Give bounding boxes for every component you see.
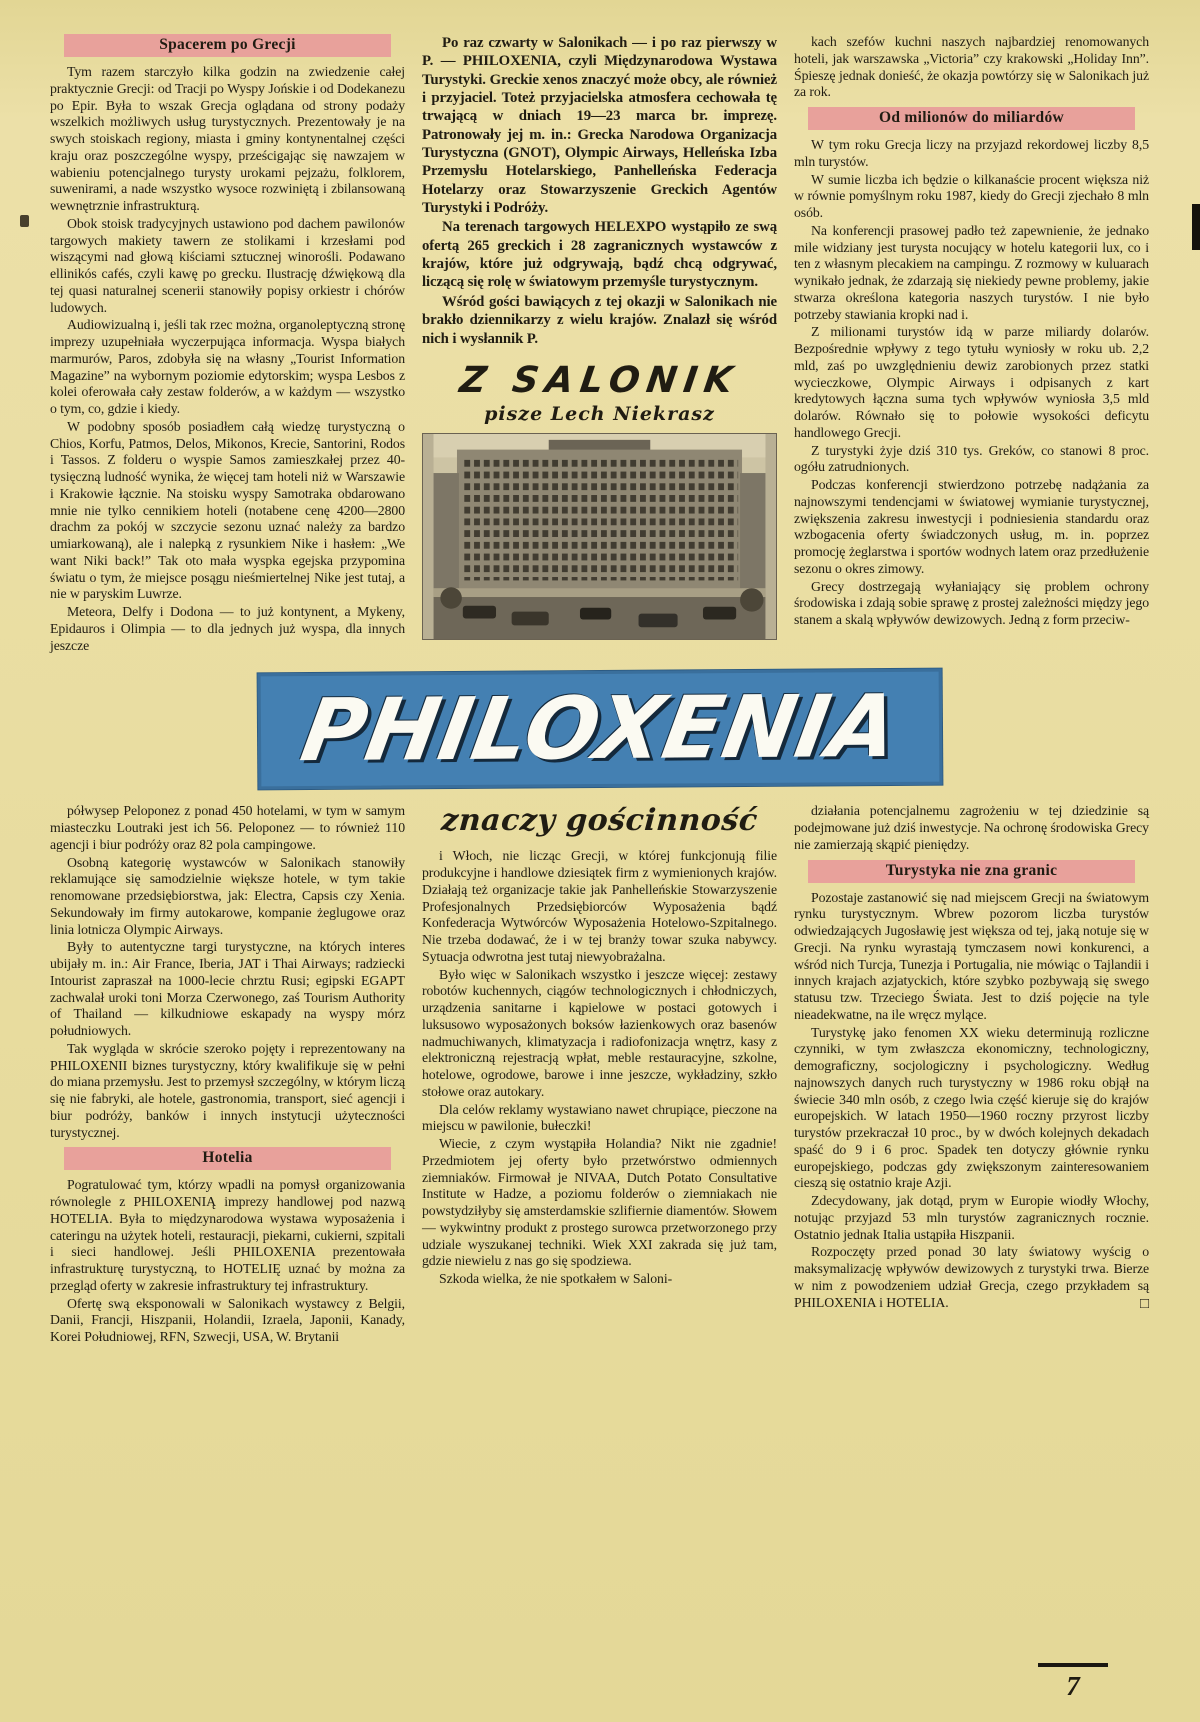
section-heading-hotelia: Hotelia: [64, 1147, 391, 1170]
column-middle-bottom: [422, 803, 777, 1347]
paragraph: Pogratulować tym, którzy wpadli na pomysł organizowania równolegle z PHILOXENIĄ imprezy handlowej pod nazwą HOTELIA. Była to międzynarodowa wystawa wyposażenia i cateringu na użytek hoteli, restauracji, piekarni, cukierni, szpitali i sieci handlowej. Jeśli PHILOXENIA prezentowała infrastrukturę turystyczną, to HOTELIĘ uznać by można za przegląd oferty w zakresie infrastruktury tej infrastruktury.: [50, 1177, 405, 1293]
paragraph-last: [794, 1244, 1149, 1311]
paragraph: Dla celów reklamy wystawiano nawet chrupiące, pieczone na miejscu w pawilonie, bułeczki!: [422, 1101, 777, 1134]
philoxenia-logo-text: PHILOXENIA: [294, 677, 906, 782]
section-heading-turystyka: Turystyka nie zna granic: [808, 860, 1135, 883]
paragraph: Z turystyki żyje dziś 310 tys. Greków, co stanowi 8 proc. ogółu zatrudnionych.: [794, 442, 1149, 475]
column-right-bottom: [794, 803, 1149, 1347]
paragraph: Osobną kategorię wystawców w Salonikach stanowiły reklamujące się samodzielnie większe hotele, w tym takie renomowane przedsiębiorstwa, jak: Electra, Capsis czy Xenia. Sekundowały im firmy autokarowe, kompanie żeglugowe oraz linia lotnicza Olympic Airways.: [50, 854, 405, 937]
lead-paragraph: Po raz czwarty w Salonikach — i po raz pierwszy w P. — PHILOXENIA, czyli Międzynarodowa Wystawa Turystyki. Greckie xenos znaczyć może obcy, ale również i przyjaciel. Toteż przyjacielska atmosfera cechowała tę trwającą w dniach 19—23 marca br. imprezę. Patronowały jej m. in.: Grecka Narodowa Organizacja Turystyczna (GNOT), Olympic Airways, Helleńska Izba Przemysłu Hotelarskiego, Panhelleńska Federacja Hotelarzy oraz Stowarzyszenie Greckich Agentów Turystyki i Podróży.: [422, 35, 777, 217]
lead-paragraph: Wśród gości bawiących z tej okazji w Salonikach nie brakło dziennikarzy z wielu krajów. Znalazł się wśród nich i wysłannik P.: [422, 293, 777, 347]
paragraph: Były to autentyczne targi turystyczne, na których interes ubijały m. in.: Air France, Iberia, JAT i Thai Airways; radziecki Intourist zapraszał na 1000-lecie chrztu Rusi; egipski EGAPT zachwalał uroki toni Morza Czerwonego, zaś Tourism Authority of Thailand — kilkudniowe eskapady na wyspy mórz południowych.: [50, 939, 405, 1038]
paragraph-continuation: kach szefów kuchni naszych najbardziej renomowanych hoteli, jak warszawska „Victoria” czy krakowski „Holiday Inn”. Śpieszę jednak donieść, że okazja powtórzy się w Salonikach już za rok.: [794, 34, 1149, 100]
paragraph: Pozostaje zastanowić się nad miejscem Grecji na światowym rynku turystycznym. Wbrew pozorom liczba turystów odwiedzających Jugosławię jest większa od tej, jaką notuje się w Grecji. Na rynku wyrastają tymczasem nowi konkurenci, a wśród nich Turcja, Tunezja i Portugalia, nie mówiąc o Tajlandii i innych krajach azjatyckich, które szybko pozbywają się swego statusu tzw. Trzeciego Świata. Jest to dziś pojęcie na tyle nieadekwatne, na ile wręcz mylące.: [794, 889, 1149, 1022]
column-middle-top: [422, 34, 777, 655]
hotel-photo-illustration: [423, 434, 776, 639]
paragraph: W podobny sposób posiadłem całą wiedzę turystyczną o Chios, Korfu, Patmos, Delos, Mikonos, Krecie, Santorini, Rodos i Tassos. Z folderu o wyspie Samos zamieszkałej przez 40-tysięczną ludność wynika, że więcej tam hoteli niż w Warszawie i Krakowie łącznie. Na stoisku wyspy Samotraka obdarowano mnie nie tylko cennikiem hoteli (notabene cenę 4200—2800 drachm za pokój w szczycie sezonu uznać należy za bardzo umiarkowaną), ale i nalepką z rysunkiem Nike i hasłem: „We want Niki back!” Tak oto mała wyspka egejska przypomina światu o tym, że miejsce posągu nieśmiertelnej Nike jest tutaj, a nie w paryskim Luwrze.: [50, 418, 405, 602]
paragraph: Ofertę swą eksponowali w Salonikach wystawcy z Belgii, Danii, Francji, Hiszpanii, Holandii, Izraela, Japonii, Kanady, Korei Południowej, RFN, Szwecji, USA, W. Brytanii: [50, 1295, 405, 1344]
ink-spot: [20, 215, 29, 227]
paragraph: Wiecie, z czym wystąpiła Holandia? Nikt nie zgadnie! Przedmiotem jej oferty było przetwórstwo odmiennych ziemniaków. Firmował je NIVAA, Dutch Potato Consultative Institute w Hadze, a poziomu folderów o ziemniakach nie powstydziłyby się amsterdamskie szlifiernie diamentów. Słowem — wykwintny produkt z prostego surowca przetworzonego przy udziale wyszukanej techniki. Wiek XXI zakrada się już tam, gdzie niewielu z nas go się spodziewa.: [422, 1136, 777, 1269]
byline: pisze Lech Niekrasz: [484, 402, 715, 425]
paragraph-continuation: działania potencjalnemu zagrożeniu w tej dziedzinie są podejmowane już dziś inwestycje. Na ochronę środowiska Grecy nie zamierzają skąpić pieniędzy.: [794, 803, 1149, 852]
paragraph: Podczas konferencji stwierdzono potrzebę nadążania za najnowszymi tendencjami w światowej wymianie turystycznej, zwiększenia zakresu inwestycji i podniesienia standardu oraz wzbogacenia oferty świadczonych usług, m. in. poprzez promocję żeglarstwa i sportów wodnych latem oraz przedłużenie sezonu o okres zimowy.: [794, 477, 1149, 576]
top-section: [0, 34, 1200, 655]
paragraph-continuation: i Włoch, nie licząc Grecji, w której funkcjonują filie produkcyjne i handlowe dziesiątek firm z wymienionych krajów. Działają też organizacje takie jak Panhelleńskie Stowarzyszenie Profesjonalnych Przedsiębiorców Wyposażenia bądź Konfederacja Wytwórców Wyposażenia Hotelowo-Szpitalnego. Nie trzeba dodawać, że i w tej branży towar szuka nabywcy. Sytuacja odwrotna jest tutaj niewyobrażalna.: [422, 848, 777, 964]
lead-paragraph: Na terenach targowych HELEXPO wystąpiło ze swą ofertą 265 greckich i 28 zagranicznych wystawców z krajów, które już odgrywają, bądź chcą odgrywać, liczącą się rolę w światowym przemyśle turystycznym.: [422, 219, 777, 291]
end-of-article-mark: □: [1140, 1295, 1149, 1312]
paragraph: Meteora, Delfy i Dodona — to już kontynent, a Mykeny, Epidauros i Olimpia — to dla jednych już wyspa, dla innych jeszcze: [50, 604, 405, 653]
feature-title-block: [422, 360, 777, 425]
paragraph: Turystykę jako fenomen XX wieku determinują rozliczne czynniki, w tym zwłaszcza ekonomiczny, technologiczny, demograficzny, socjologiczny i psychologiczny. Według najnowszych danych ruch turystyczny w 1986 roku objął na świecie 340 mln osób, z czego lwia część kieruje się do krajów europejskich. W latach 1950—1960 roczny przyrost liczby turystów przekraczał 10 proc., by w dwóch kolejnych dekadach spaść do 9 i 6 proc. Spadek ten dotyczy głównie rynku europejskiego, podczas gdy zwiększonym zainteresowaniem cieszą się ostatnio kraje Azji.: [794, 1024, 1149, 1191]
feature-title: Z SALONIK: [457, 359, 742, 401]
paragraph: Było więc w Salonikach wszystko i jeszcze więcej: zestawy robotów kuchennych, ciągów technologicznych i chłodniczych, urządzenia sanitarne i kąpielowe w postaci gotowych i luksusowo wyposażonych boksów łazienkowych oraz basenów nadmuchiwanych, klimatyzacja i radiofonizacja wnętrz, kasy z elektroniczną rejestracją wpłat, meble restauracyjne, szkolne, hotelowe, ogrodowe, barowe i inne jeszcze, wykładziny, szkło stołowe oraz autokary.: [422, 966, 777, 1099]
paragraph: Na konferencji prasowej padło też zapewnienie, że jednako mile widziany jest turysta nocujący w hotelu kategorii lux, co i ten z własnym plecakiem na campingu. Z rozmowy w kuluarach wynikało jednak, że zdarzają się niekiedy pewne problemy, jakie stwarza określona kategoria naszych turystów. I nie było potrzeby stawiania kropki nad i.: [794, 222, 1149, 322]
paragraph: Szkoda wielka, że nie spotkałem w Saloni-: [439, 1271, 673, 1286]
philoxenia-logo-banner: [258, 669, 943, 790]
paragraph: W sumie liczba ich będzie o kilkanaście procent większa niż w równie pomyślnym roku 1987, kiedy do Grecji zjechało 8 mln osób.: [794, 171, 1149, 220]
paragraph: Grecy dostrzegają wyłaniający się problem ochrony środowiska i zdają sobie sprawę z prostej zależności między jego stanem a skalą wpływów dewizowych. Jedną z form przeciw-: [794, 578, 1149, 627]
banner-subtitle: znaczy gościnność: [440, 803, 759, 839]
page-number: 7: [1066, 1671, 1080, 1701]
page-footer: [1038, 1663, 1108, 1702]
section-heading-spacerem: Spacerem po Grecji: [64, 34, 391, 57]
paragraph: Tak wygląda w skrócie szeroko pojęty i reprezentowany na PHILOXENII biznes turystyczny, który kwalifikuje się w pełni do miana przemysłu. Jest to przemysł szczególny, w którym liczą się nie fabryki, ale hotele, gastronomia, transport, sieć agencji i biur podróży, banków i innych instytucji użyteczności turystycznej.: [50, 1040, 405, 1140]
edge-registration-mark: [1192, 204, 1200, 250]
paragraph: Obok stoisk tradycyjnych ustawiono pod dachem pawilonów targowych makiety tawern ze stolikami i krzesłami pod wiszącymi nad głową kiściami sztucznej winorośli. Podawano ellinikós cafés, czyli kawę po grecku. Ilustrację dźwiękową dla tej quasi naturalnej scenerii stanowiły popisy orkiestr i chórów ludowych.: [50, 215, 405, 315]
paragraph: Audiowizualną i, jeśli tak rzec można, organoleptyczną stronę imprezy uzupełniała wyczerpująca informacja. Wyspa białych marmurów, Paros, zdobyła się na własny „Tourist Information Magazine” na wybornym poziomie edytorskim; wyspa Lesbos z kolei oferowała cały zestaw folderów, a w każdym — wszystko o tym, co, gdzie i kiedy.: [50, 317, 405, 416]
section-heading-miliardy: Od milionów do miliardów: [808, 107, 1135, 130]
footer-rule: [1038, 1663, 1108, 1667]
paragraph: Zdecydowany, jak dotąd, prym w Europie wiodły Włochy, notując przyjazd 53 mln turystów zagranicznych rocznie. Ostatnio jednak Italia ustąpiła Hiszpanii.: [794, 1193, 1149, 1242]
paragraph: W tym roku Grecja liczy na przyjazd rekordowej liczby 8,5 mln turystów.: [794, 137, 1149, 169]
paragraph: Z milionami turystów idą w parze miliardy dolarów. Bezpośrednie wpływy z tego tytułu wyniosły w roku ub. 2,2 mld, zaś po uwzględnieniu dewiz zarobionych przez statki wycieczkowe, Olympic Airways i odpisanych z kart kredytowych łączna suma tych wpływów wyniosła 3,5 mld dolarów. Równało się to połowie wysokości deficytu handlowego Grecji.: [794, 324, 1149, 440]
hotel-building-photo: [422, 433, 777, 640]
bottom-section: [0, 803, 1200, 1347]
column-left-bottom: [50, 803, 405, 1347]
paragraph-text: Rozpoczęty przed ponad 30 laty światowy wyścig o maksymalizację wpływów dewizowych z turystyki trwa. Bierze w nim z powodzeniem udział Grecja, czego przykładem są PHILOXENIA i HOTELIA.: [794, 1244, 1149, 1310]
column-left-top: [50, 34, 405, 655]
paragraph-continuation: półwysep Peloponez z ponad 450 hotelami, w tym w samym miasteczku Loutraki jest ich 56. Peloponez — to również 110 agencji i biur podróży oraz 82 pola campingowe.: [50, 803, 405, 852]
paragraph: Tym razem starczyło kilka godzin na zwiedzenie całej praktycznie Grecji: od Tracji po Wyspy Jońskie i od Dodekanezu po Epir. Była to wszak Grecja oglądana od strony podaży wszelkich możliwych usług turystycznych. Prezentowały je na swych stoiskach regiony, miasta i gminy kontynentalnej części kraju oraz poszczególne wyspy, prześcigając się nawzajem w wabieniu potencjalnego turysty urokami pejzażu, folklorem, suwenirami, a nade wszystko wysoce rozwiniętą i zbilansowaną wewnętrznie infrastrukturą.: [50, 64, 405, 213]
column-right-top: [794, 34, 1149, 655]
